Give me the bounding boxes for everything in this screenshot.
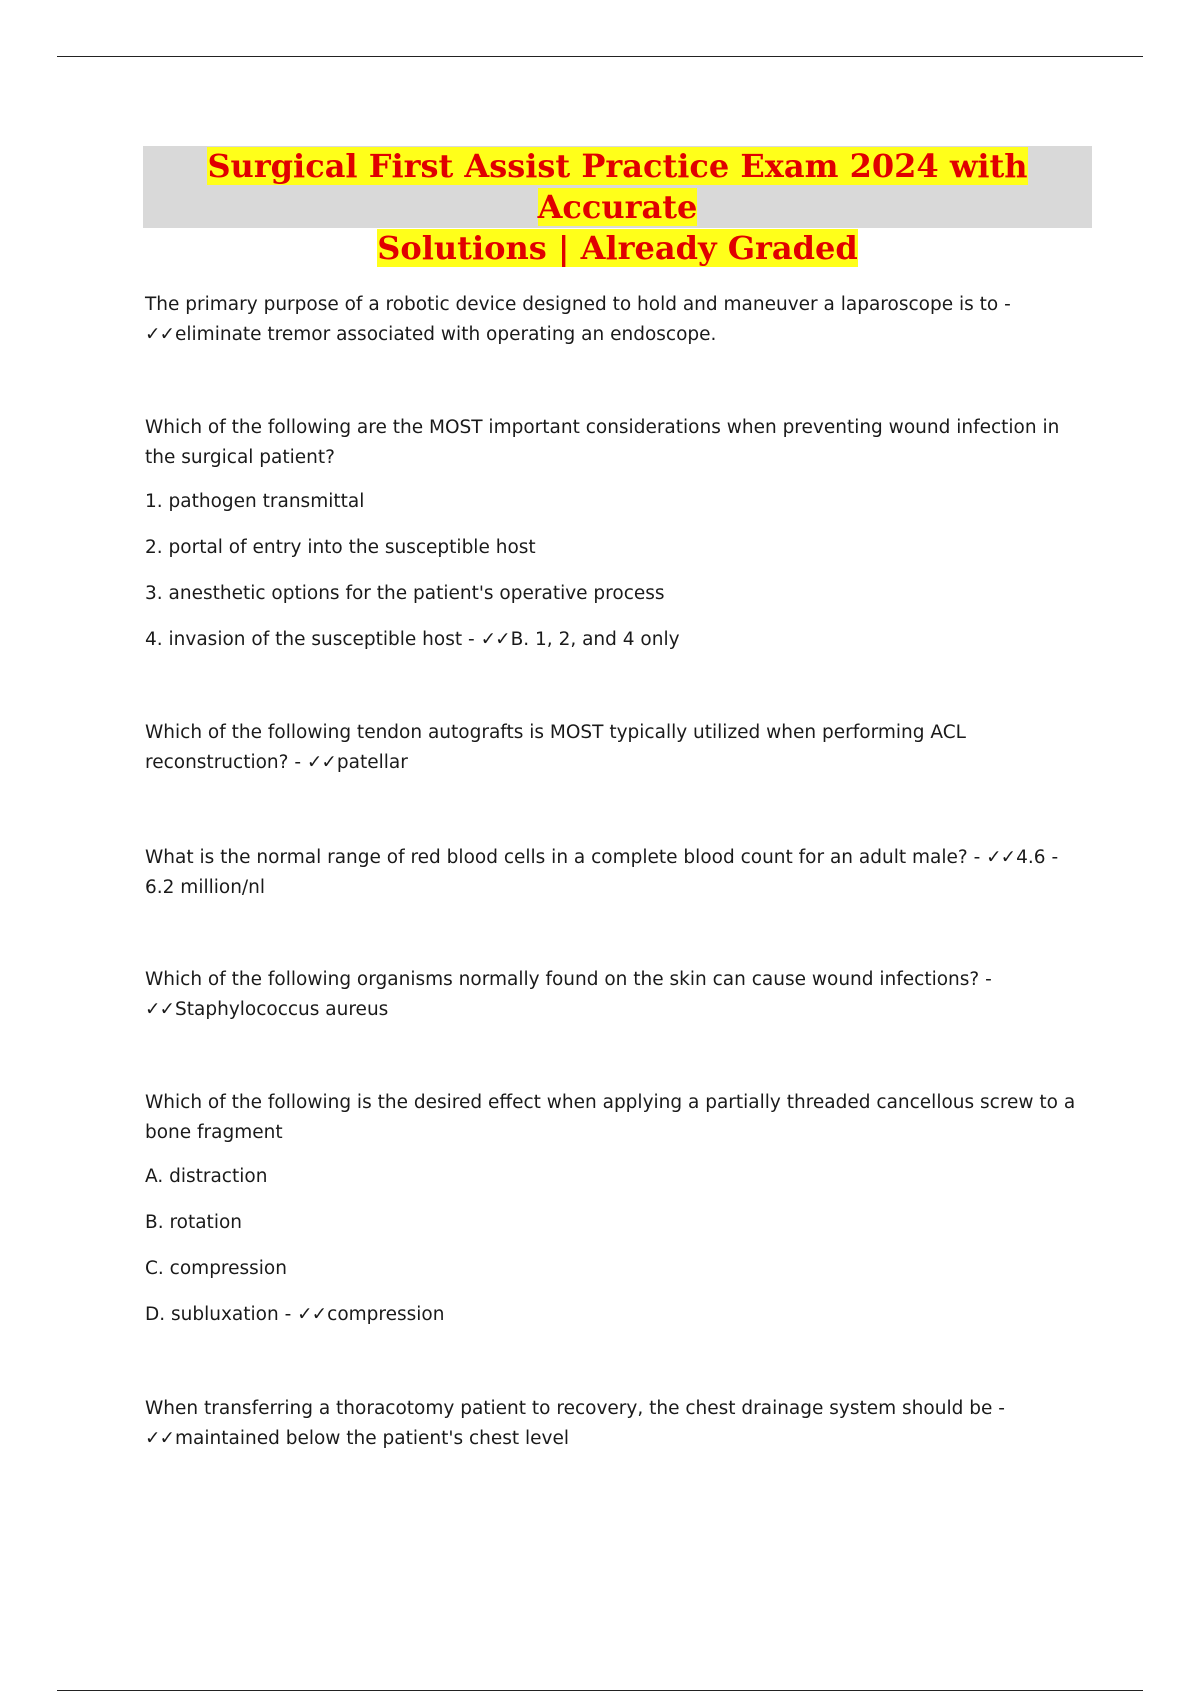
checkmark-icon: ✓✓ <box>306 752 336 773</box>
question-text: Which of the following tendon autografts is MOST typically utilized when performing ACL reconstruction? - <box>145 722 966 773</box>
answer-text: Staphylococcus aureus <box>175 999 389 1020</box>
checkmark-icon: ✓✓ <box>145 1428 175 1449</box>
document-title <box>143 146 1092 267</box>
question-text: The primary purpose of a robotic device designed to hold and maneuver a laparoscope is to - <box>145 294 1011 315</box>
checkmark-icon: ✓✓ <box>145 999 175 1020</box>
checkmark-icon: ✓✓ <box>145 324 175 345</box>
question-6 <box>145 1088 1085 1330</box>
title-line-1: Surgical First Assist Practice Exam 2024 with Accurate <box>207 147 1028 226</box>
option-item: 1. pathogen transmittal <box>145 491 365 512</box>
answer-text: eliminate tremor associated with operating an endoscope. <box>175 324 717 345</box>
option-list <box>145 1162 1085 1330</box>
answer-text: 4.6 - 6.2 million/nl <box>145 847 1059 898</box>
question-7 <box>145 1394 1005 1454</box>
option-text: D. subluxation - <box>145 1304 292 1325</box>
footer-rule <box>57 1690 1143 1691</box>
question-2 <box>145 413 1085 655</box>
question-text: Which of the following is the desired effect when applying a partially threaded cancellous screw to a bone fragment <box>145 1092 1076 1143</box>
answer-text: maintained below the patient's chest level <box>175 1428 570 1449</box>
answer-text: B. 1, 2, and 4 only <box>510 629 680 650</box>
option-item-with-answer <box>145 1300 1085 1330</box>
option-item: C. compression <box>145 1258 287 1279</box>
question-text: What is the normal range of red blood cells in a complete blood count for an adult male? - <box>145 847 981 868</box>
answer-text: patellar <box>336 752 408 773</box>
option-item: 2. portal of entry into the susceptible host <box>145 537 536 558</box>
option-item-with-answer <box>145 625 1085 655</box>
title-line-2: Solutions | Already Graded <box>377 229 858 267</box>
question-text: Which of the following are the MOST important considerations when preventing wound infection in the surgical patient? <box>145 417 1060 468</box>
question-text: When transferring a thoracotomy patient to recovery, the chest drainage system should be - <box>145 1398 1005 1419</box>
option-item: A. distraction <box>145 1166 268 1187</box>
question-4 <box>145 843 1085 903</box>
option-item: B. rotation <box>145 1212 242 1233</box>
question-1 <box>145 290 1011 350</box>
checkmark-icon: ✓✓ <box>297 1304 327 1325</box>
option-list <box>145 487 1085 655</box>
checkmark-icon: ✓✓ <box>986 847 1016 868</box>
answer-text: compression <box>327 1304 445 1325</box>
option-item: 3. anesthetic options for the patient's operative process <box>145 583 665 604</box>
question-text: Which of the following organisms normally found on the skin can cause wound infections? - <box>145 969 992 990</box>
header-rule <box>57 56 1143 57</box>
checkmark-icon: ✓✓ <box>480 629 510 650</box>
question-3 <box>145 718 1085 778</box>
option-text: 4. invasion of the susceptible host - <box>145 629 475 650</box>
question-5 <box>145 965 992 1025</box>
